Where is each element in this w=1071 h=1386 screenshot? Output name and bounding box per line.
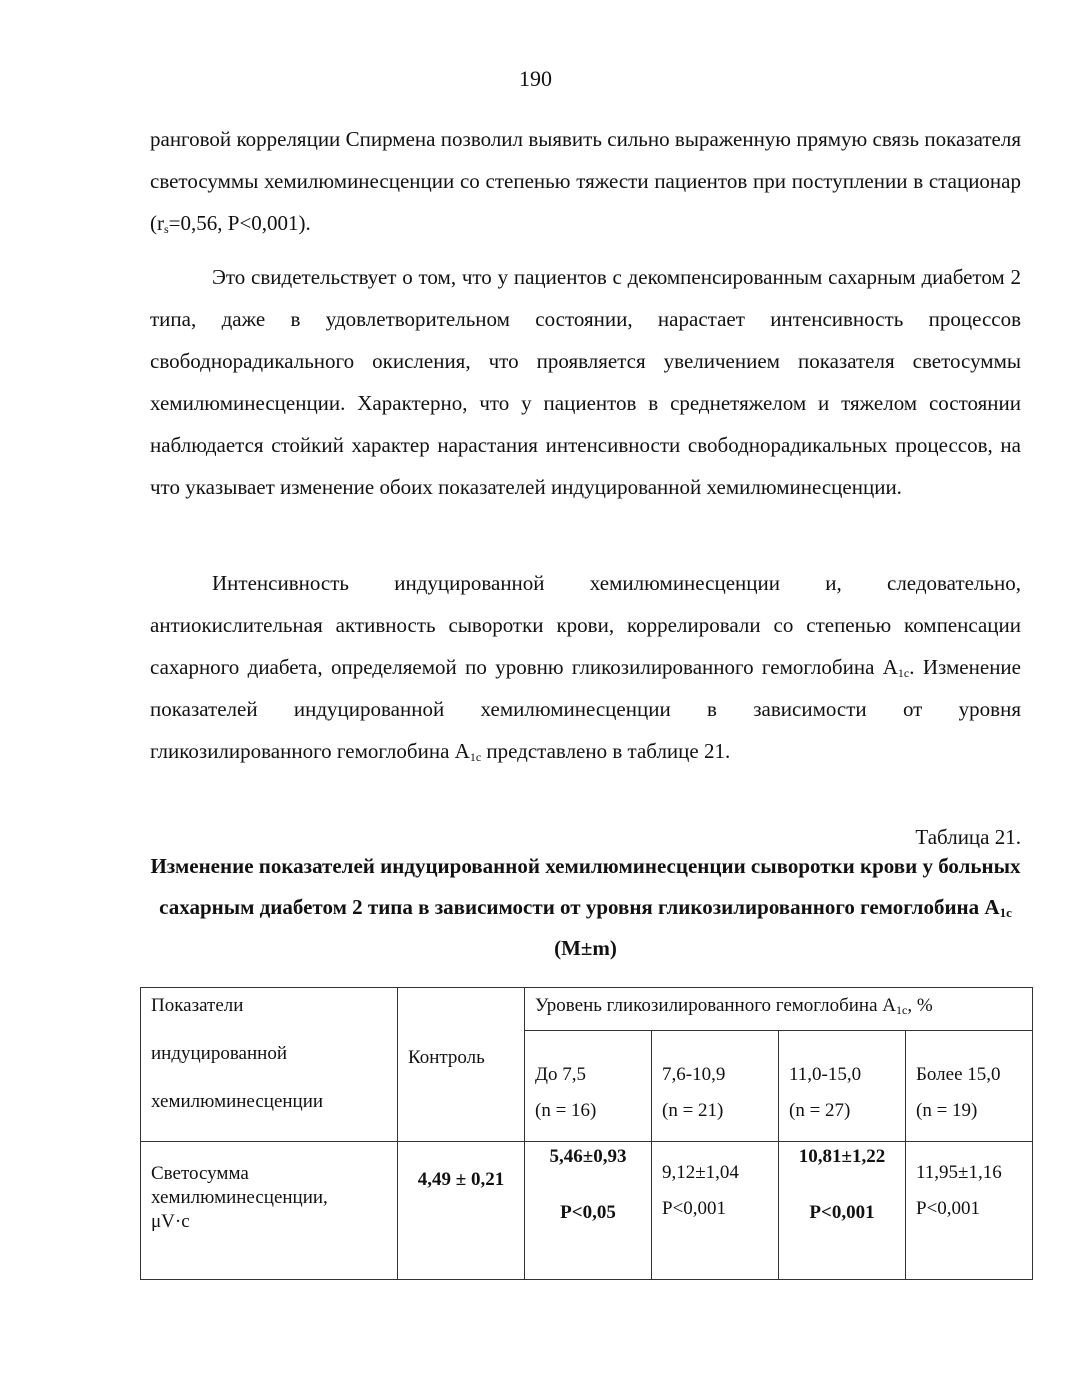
- paragraph-2: Это свидетельствует о том, что у пациентов с декомпенсированным сахарным диабетом 2 типа, даже в удовлетворительном состоянии, нарастает интенсивность процессов свободнорадикального окисления, что проявляется увеличением показателя светосуммы хемилюминесценции. Характерно, что у пациентов в среднетяжелом и тяжелом состоянии наблюдается стойкий характер нарастания интенсивности свободнорадикальных процессов, на что указывает изменение обоих показателей индуцированной хемилюминесценции.: [150, 265, 1021, 499]
- header-control: Контроль: [398, 988, 525, 1142]
- table-row: [141, 1142, 1033, 1280]
- control-value: 4,49 ± 0,21: [398, 1142, 525, 1280]
- cell-group-2: 9,12±1,04 P<0,001: [652, 1142, 779, 1280]
- cell-group-1: 5,46±0,93 P<0,05: [525, 1142, 652, 1280]
- header-group-4: Более 15,0 (n = 19): [906, 1031, 1033, 1142]
- row-label: Светосумма хемилюминесценции, μV·c: [141, 1142, 398, 1280]
- table-label: Таблица 21.: [915, 825, 1021, 849]
- table-title: Изменение показателей индуцированной хемилюминесценции сыворотки крови у больных сахарным диабетом 2 типа в зависимости от уровня гликозилированного гемоглобина $А_{1с}$ (M±m): [150, 854, 1021, 960]
- paragraph-3: Интенсивность индуцированной хемилюминесценции и, следовательно, антиокислительная активность сыворотки крови, коррелировали со степенью компенсации сахарного диабета, определяемой по уровню гликозилированного гемоглобина $А_{1с}$. Изменение показателей индуцированной хемилюминесценции в зависимости от уровня гликозилированного гемоглобина $А_{1с}$ представлено в таблице 21.: [150, 571, 1021, 764]
- header-group-3: 11,0-15,0 (n = 27): [779, 1031, 906, 1142]
- header-group-1: До 7,5 (n = 16): [525, 1031, 652, 1142]
- header-indicator: Показатели индуцированной хемилюминесценции: [141, 988, 398, 1142]
- header-hba1c-level: Уровень гликозилированного гемоглобина $А_{1с}$, %: [525, 988, 1033, 1031]
- cell-group-3: 10,81±1,22 P<0,001: [779, 1142, 906, 1280]
- paragraph-1: ранговой корреляции Спирмена позволил выявить сильно выраженную прямую связь показателя светосуммы хемилюминесценции со степенью тяжести пациентов при поступлении в стационар ($r_s=0,56$, P<0,001).: [150, 127, 1021, 236]
- results-table: [140, 987, 1033, 1280]
- table-header-row: [141, 988, 1033, 1031]
- header-group-2: 7,6-10,9 (n = 21): [652, 1031, 779, 1142]
- page-number: 190: [519, 66, 552, 91]
- cell-group-4: 11,95±1,16 P<0,001: [906, 1142, 1033, 1280]
